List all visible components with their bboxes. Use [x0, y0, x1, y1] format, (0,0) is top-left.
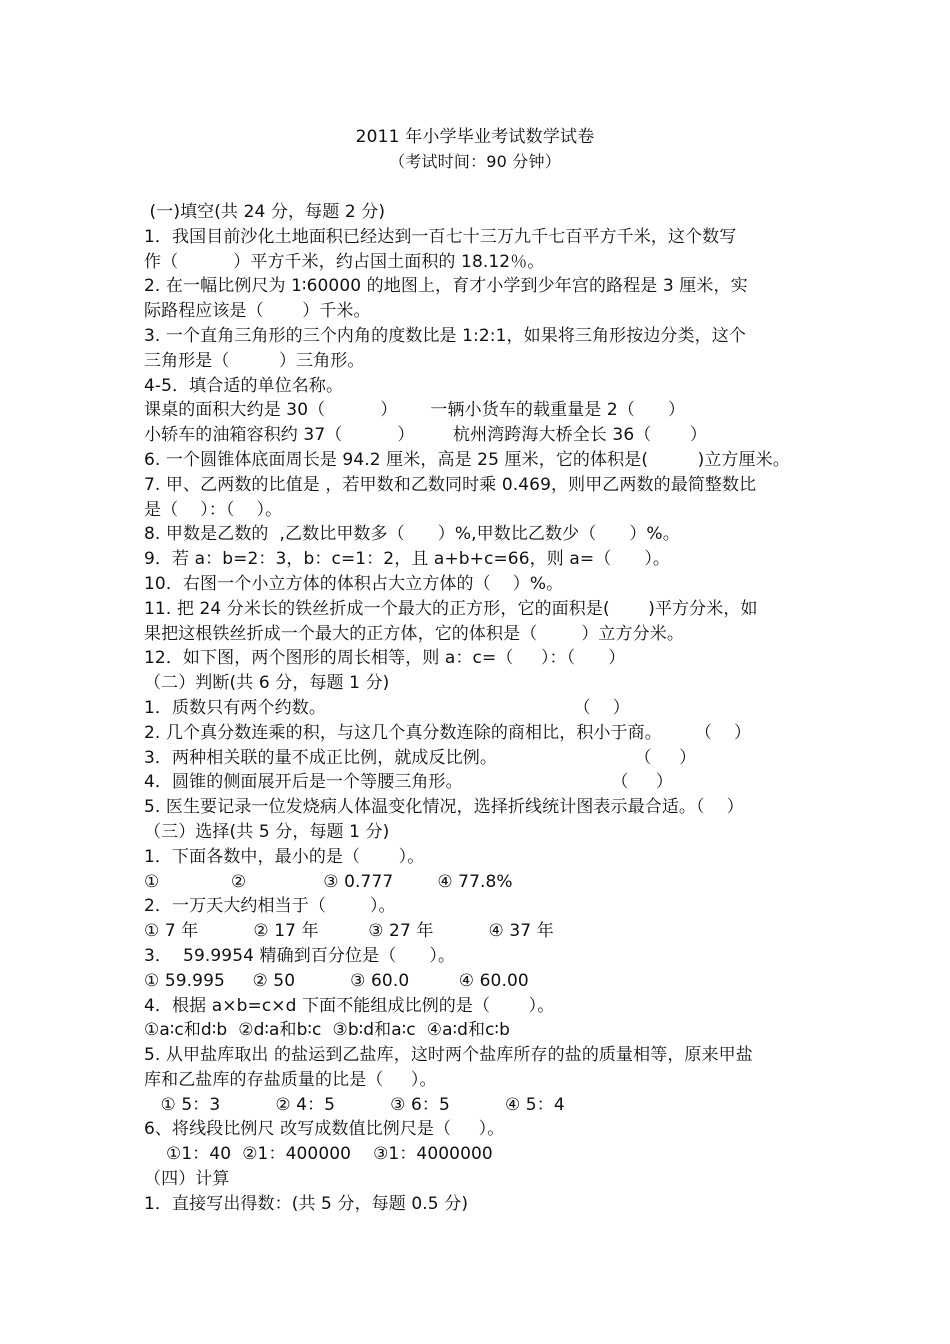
question-line: 库和乙盐库的存盐质量的比是（ ）。	[144, 1069, 437, 1090]
question-line: 5. 医生要记录一位发烧病人体温变化情况，选择折线统计图表示最合适。（ ）	[144, 797, 744, 818]
question-line: 6、将线段比例尺 改写成数值比例尺是（ ）。	[144, 1119, 505, 1140]
question-line: 4．圆锥的侧面展开后是一个等腰三角形。 （ ）	[144, 772, 674, 793]
question-line: 1．质数只有两个约数。 （ ）	[144, 697, 630, 718]
section-heading-calculation: （四）计算	[144, 1169, 230, 1190]
choice-options: ① 7 年 ② 17 年 ③ 27 年 ④ 37 年	[144, 921, 554, 942]
question-line: 1．直接写出得数：(共 5 分，每题 0.5 分)	[144, 1193, 469, 1214]
question-line: 1．下面各数中，最小的是（ ）。	[144, 846, 425, 867]
question-line: 11. 把 24 分米长的铁丝折成一个最大的正方形，它的面积是( )平方分米，如	[144, 598, 758, 619]
question-line: 4．根据 a×b=c×d 下面不能组成比例的是（ ）。	[144, 995, 555, 1016]
question-line: 果把这根铁丝折成一个最大的正方体，它的体积是（ ）立方分米。	[144, 623, 684, 644]
question-line: 作（ ）平方千米，约占国土面积的 18.12％。	[144, 251, 545, 272]
exam-title: 2011 年小学毕业考试数学试卷	[355, 127, 595, 147]
question-line: 8. 甲数是乙数的 ,乙数比甲数多（ ）%,甲数比乙数少（ ）%。	[144, 524, 680, 545]
question-line: 2. 在一幅比例尺为 1∶60000 的地图上，育才小学到少年宫的路程是 3 厘米，实	[144, 276, 748, 297]
choice-options: ① 5：3 ② 4：5 ③ 6：5 ④ 5：4	[144, 1094, 565, 1115]
question-line: 12．如下图，两个图形的周长相等，则 a：c=（ ）：（ ）	[144, 648, 626, 669]
question-line: 4-5．填合适的单位名称。	[144, 375, 344, 396]
question-line: 是（ ）：（ ）。	[144, 499, 283, 520]
section-heading-multiple-choice: （三）选择(共 5 分，每题 1 分)	[144, 821, 390, 842]
choice-options: ① ② ③ 0.777 ④ 77.8%	[144, 871, 513, 892]
exam-duration: （考试时间：90 分钟）	[389, 152, 561, 171]
question-line: 2. 几个真分数连乘的积，与这几个真分数连除的商相比，积小于商。 （ ）	[144, 722, 752, 743]
section-heading-true-false: （二）判断(共 6 分，每题 1 分)	[144, 673, 390, 694]
choice-options: ①a∶c和d∶b ②d∶a和b∶c ③b∶d和a∶c ④a∶d和c∶b	[144, 1020, 510, 1041]
question-line: 7. 甲、乙两数的比值是 ，若甲数和乙数同时乘 0.469，则甲乙两数的最简整数比	[144, 474, 757, 495]
question-line: 3．两种相关联的量不成正比例，就成反比例。 （ ）	[144, 747, 697, 768]
question-line: 课桌的面积大约是 30（ ） 一辆小货车的载重量是 2（ ）	[144, 400, 686, 421]
question-line: 2．一万天大约相当于（ ）。	[144, 896, 396, 917]
question-line: 10．右图一个小立方体的体积占大立方体的（ ）%。	[144, 573, 564, 594]
question-line: 小轿车的油箱容积约 37（ ） 杭州湾跨海大桥全长 36（ ）	[144, 425, 707, 446]
question-line: 6. 一个圆锥体底面周长是 94.2 厘米，高是 25 厘米，它的体积是( )立方厘米。	[144, 449, 790, 470]
choice-options: ① 59.995 ② 50 ③ 60.0 ④ 60.00	[144, 970, 529, 991]
question-line: 3． 59.9954 精确到百分位是（ ）。	[144, 945, 456, 966]
question-line: 3. 一个直角三角形的三个内角的度数比是 1:2:1，如果将三角形按边分类，这个	[144, 325, 746, 346]
question-line: 三角形是（ ）三角形。	[144, 350, 365, 371]
question-line: 5. 从甲盐库取出 的盐运到乙盐库，这时两个盐库所存的盐的质量相等，原来甲盐	[144, 1045, 753, 1066]
question-line: 9．若 a：b=2：3，b：c=1：2，且 a+b+c=66，则 a=（ ）。	[144, 549, 671, 570]
exam-body	[144, 200, 934, 1217]
question-line: 际路程应该是（ ）千米。	[144, 301, 371, 322]
section-heading-fill-blank: (一)填空(共 24 分，每题 2 分)	[144, 202, 386, 222]
choice-options: ①1：40 ②1：400000 ③1：4000000	[144, 1144, 493, 1165]
question-line: 1．我国目前沙化土地面积已经达到一百七十三万九千七百平方千米，这个数写	[144, 226, 737, 247]
